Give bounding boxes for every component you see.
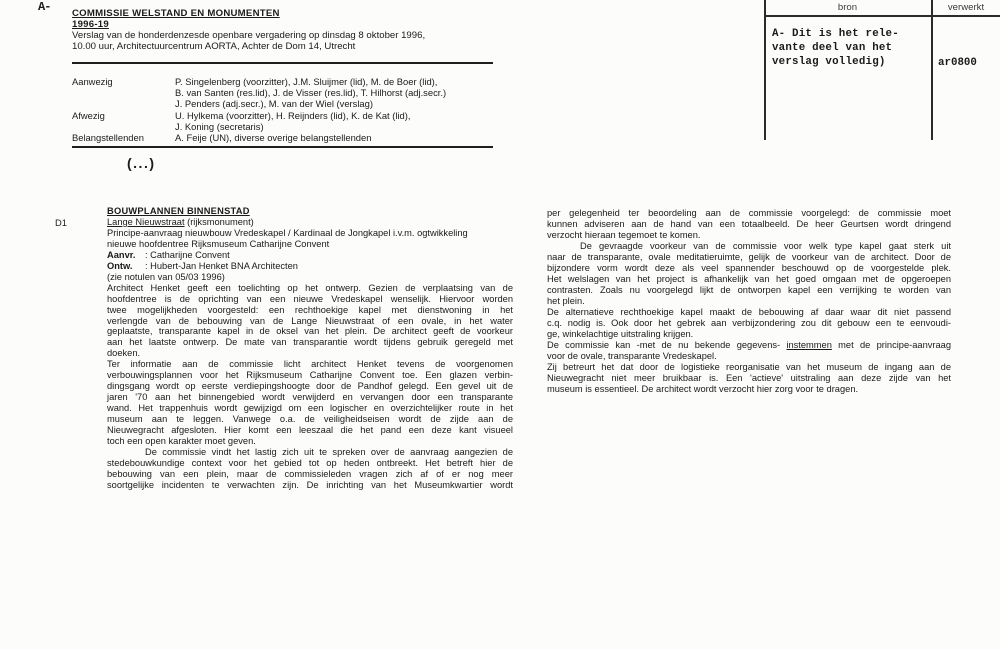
stamp-table-header-verwerkt: verwerkt bbox=[947, 2, 985, 13]
text-line: geplaatste, transparante kapel in de oksel van het plein. De architect geeft de voorkeur bbox=[107, 326, 513, 337]
stamp-table-header-bron: bron bbox=[837, 2, 858, 13]
right-text-column bbox=[547, 208, 951, 395]
divider-rule-bottom bbox=[72, 146, 493, 148]
stamp-table-left-border bbox=[764, 0, 766, 140]
attendance-names: A. Feije (UN), diverse overige belangstellenden bbox=[175, 132, 372, 144]
text-line: per gelegenheid ter beoordeling aan de commissie voorgelegd: de commissie moet bbox=[547, 208, 951, 218]
applicant-row bbox=[107, 250, 513, 261]
text-line: Architect Henket geeft een toelichting op het ontwerp. Gezien de verplaatsing van de bbox=[107, 282, 513, 293]
text-line: Het welslagen van het project is afhankelijk van het goed omgaan met de opgeroepen bbox=[547, 274, 951, 284]
text-line: Ter informatie aan de commissie licht architect Henket tevens de voorgenomen bbox=[107, 359, 513, 370]
section-title: BOUWPLANNEN BINNENSTAD bbox=[107, 206, 250, 216]
text-line: verlengde van de bebouwing van de Lange Nieuwstraat of een ovale, in het water bbox=[107, 315, 513, 326]
attendance-label: Belangstellenden bbox=[72, 132, 144, 144]
attendance-row bbox=[72, 110, 512, 132]
designer-value: : Hubert-Jan Henket BNA Architecten bbox=[145, 260, 298, 271]
text-line: verbouwingsplannen voor het Rijksmuseum Catharijne Convent toe. Een glazen verbin- bbox=[107, 370, 513, 381]
subject-line-2: nieuwe hoofdentree Rijksmuseum Catharijne Convent bbox=[107, 238, 330, 249]
text-line: hoofdentree is de oprichting van een nieuwe Vredeskapel wenselijk. Hiervoor worden bbox=[107, 293, 513, 304]
text-line: museum aan te leggen. Vanwege o.a. de veiligheidseisen wordt de zijde aan de bbox=[107, 414, 513, 425]
text-line: bijzondere vorm wordt deze als veel spannender beschouwd op de voorgestelde plek. bbox=[547, 263, 951, 273]
text-line: De commissie vindt het lastig zich uit te spreken over de aanvraag aangezien de bbox=[145, 446, 513, 457]
text-line: bebouwing van een plein, maar de commissieleden vragen zich af of er nog meer bbox=[107, 468, 513, 479]
text-line: twee mogelijkheden voorgesteld: een rechthoekige kapel met dienstwoning in het bbox=[107, 304, 513, 315]
street-suffix: (rijksmonument) bbox=[184, 216, 254, 227]
attendance-list bbox=[72, 76, 512, 143]
text-line: doeken. bbox=[107, 348, 141, 359]
attendance-row bbox=[72, 76, 512, 110]
stamp-table-processed-value: ar0800 bbox=[938, 57, 977, 69]
stamp-table-header-underline bbox=[764, 15, 1000, 17]
left-text-column bbox=[107, 206, 513, 491]
text-line: contrasten. Zoals nu voorgelegd lijkt de ontworpen kapel een verrijking te worden van bbox=[547, 285, 951, 295]
text-line: Zij betreurt het dat door de logistieke reorganisatie van het museum de ingang aan de bbox=[547, 362, 951, 372]
text-line: voor de ovale, transparante Vredeskapel. bbox=[547, 351, 717, 361]
left-column-paragraphs bbox=[107, 283, 513, 491]
attendance-row bbox=[72, 132, 512, 143]
stamp-table-typed-note: A- Dit is het rele- vante deel van het verslag volledig) bbox=[772, 28, 899, 68]
text-line: stedebouwkundige context voor het gebied tot op heden ontbreekt. Het betreft hier de bbox=[107, 457, 513, 468]
subject-line-1: Principe-aanvraag nieuwbouw Vredeskapel / Kardinaal de Jongkapel i.v.m. ogtwikkeling bbox=[107, 227, 468, 238]
text-line: dingsgang wordt op eerste verdiepingshoogte door de Pandhof gelegd. Een gevel uit de bbox=[107, 381, 513, 392]
attendance-names: P. Singelenberg (voorzitter), J.M. Sluijmer (lid), M. de Boer (lid), B. van Santen (res.lid), J. de Visser (res.lid), T. Hilhorst (adj.secr.) J. Penders (adj.secr.), M. van der Wiel (verslag) bbox=[175, 76, 447, 110]
text-line: het plein. bbox=[547, 296, 585, 306]
designer-label: Ontw. bbox=[107, 260, 133, 271]
stamp-table-column-divider bbox=[931, 0, 933, 140]
text-line: De commissie kan -met de nu bekende gegevens- instemmen met de principe-aanvraag bbox=[547, 340, 951, 350]
text-line: ge, winkelachtige uitstraling krijgen. bbox=[547, 329, 694, 339]
committee-title: COMMISSIE WELSTAND EN MONUMENTEN bbox=[72, 8, 280, 19]
attendance-names: U. Hylkema (voorzitter), H. Reijnders (lid), K. de Kat (lid), J. Koning (secretaris) bbox=[175, 109, 411, 132]
text-line: c.q. nodig is. Ook door het gebrek aan verbijzondering zou dit gebouw een te eenvoudi- bbox=[547, 318, 951, 328]
agenda-item-code: D1 bbox=[55, 217, 67, 228]
text-line: De gevraagde voorkeur van de commissie voor welk type kapel gaat sterk uit bbox=[580, 241, 951, 251]
attendance-label: Afwezig bbox=[72, 109, 105, 121]
meeting-description-line1: Verslag van de honderdenzesde openbare vergadering op dinsdag 8 oktober 1996, bbox=[72, 29, 426, 41]
text-line: soortgelijke incidenten te verwachten zijn. De inrichting van het Museumkwartier wordt bbox=[107, 479, 513, 490]
report-header bbox=[72, 9, 425, 53]
omission-mark: (...) bbox=[127, 155, 156, 171]
text-line: De alternatieve rechthoekige kapel maakt de bebouwing af daar waar dit niet passend bbox=[547, 307, 951, 317]
divider-rule-top bbox=[72, 62, 493, 64]
applicant-value: : Catharijne Convent bbox=[145, 249, 230, 260]
text-line: naar de transparante, ovale meditatieruimte, gelijk de voorkeur van de architect. Door de bbox=[547, 252, 951, 262]
text-line: museum is essentieel. De architect wordt verzocht hier zorg voor te dragen. bbox=[547, 384, 859, 394]
applicant-label: Aanvr. bbox=[107, 249, 136, 260]
text-line: Nieuwegracht niet meer bruikbaar is. Een 'actieve' uitstraling aan deze zijde van het bbox=[547, 373, 951, 383]
designer-row bbox=[107, 261, 513, 272]
text-line: kunnen adviseren aan de hand van een totaalbeeld. De heer Geurtsen wordt dringend bbox=[547, 219, 951, 229]
minutes-reference: (zie notulen van 05/03 1996) bbox=[107, 271, 225, 282]
attendance-label: Aanwezig bbox=[72, 76, 113, 87]
text-line: verzocht hieraan tegemoet te komen. bbox=[547, 230, 701, 240]
meeting-description-line2: 10.00 uur, Architectuurcentrum AORTA, Achter de Dom 14, Utrecht bbox=[72, 40, 356, 52]
text-line: toch een open karakter moet geven. bbox=[107, 436, 256, 447]
text-line: aan het laatste ontwerp. De mate van transparantie wordt tijdens gebruik geregeld met bbox=[107, 337, 513, 348]
text-line: wand. Het trappenhuis wordt gewijzigd om een logischer en overzichtelijker route in het bbox=[107, 403, 513, 414]
street-name: Lange Nieuwstraat bbox=[107, 216, 185, 227]
project-address-line bbox=[107, 217, 513, 228]
margin-annotation-mark: A- bbox=[38, 0, 51, 14]
text-line: jaren '70 aan het binnengebied wordt verwijderd en vervangen door een transparante bbox=[107, 392, 513, 403]
report-code: 1996-19 bbox=[72, 18, 109, 30]
text-line: Nieuwegracht afgesloten. Hier komt een leeszaal die het pand een deze kant visueel bbox=[107, 425, 513, 436]
